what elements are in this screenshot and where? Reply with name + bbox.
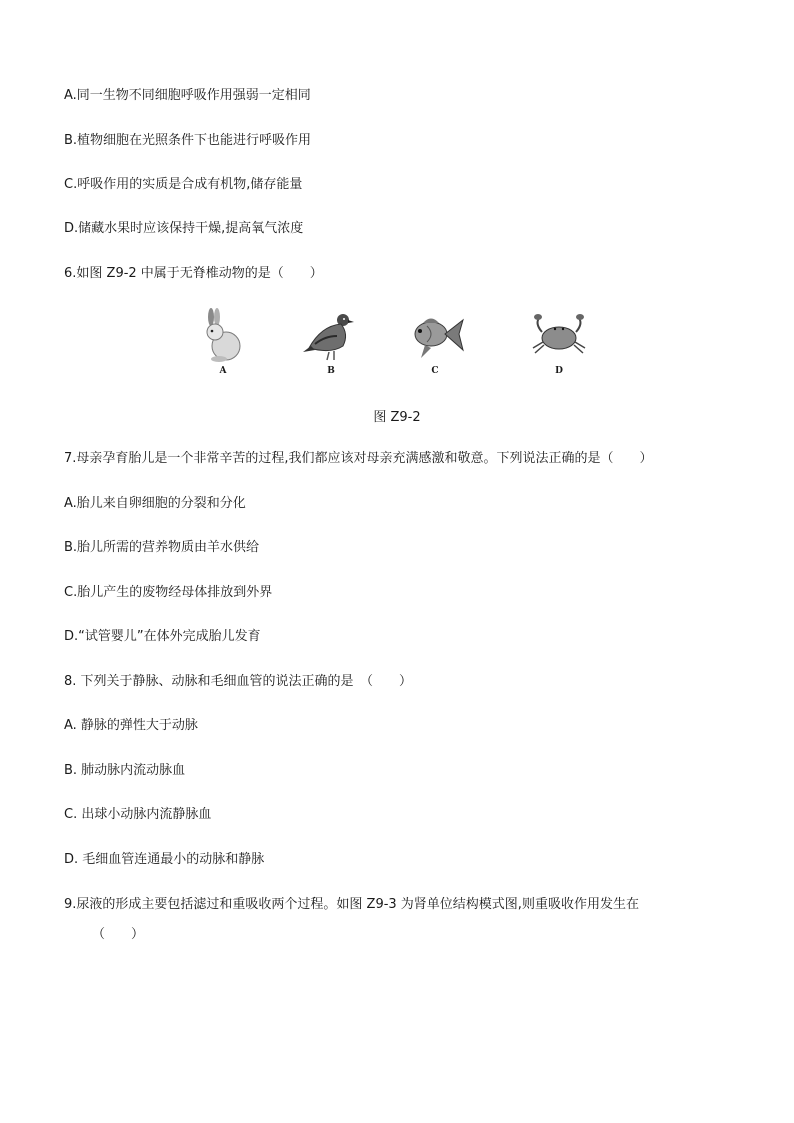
q7-option-b: B.胎儿所需的营养物质由羊水供给 (64, 540, 260, 555)
q8-option-d: D. 毛细血管连通最小的动脉和静脉 (64, 852, 265, 867)
q8-option-b: B. 肺动脉内流动脉血 (64, 763, 186, 778)
q6-stem: 6.如图 Z9-2 中属于无脊椎动物的是（ ） (64, 266, 323, 281)
q8-option-a: A. 静脉的弹性大于动脉 (64, 718, 198, 733)
q9-answer-blank: （ ） (92, 927, 145, 942)
animal-d (524, 308, 594, 378)
pigeon-icon (301, 308, 361, 364)
q5-option-c: C.呼吸作用的实质是合成有机物,储存能量 (64, 177, 303, 192)
animal-label-d: D (555, 366, 563, 376)
crab-icon (529, 308, 589, 364)
animal-c (400, 308, 470, 378)
q5-option-a: A.同一生物不同细胞呼吸作用强弱一定相同 (64, 88, 311, 103)
q9-stem: 9.尿液的形成主要包括滤过和重吸收两个过程。如图 Z9-3 为肾单位结构模式图,则重吸收作用发生在 (64, 897, 639, 912)
animal-label-b: B (327, 366, 335, 376)
animal-label-a: A (219, 366, 227, 376)
animal-figure (200, 308, 600, 388)
animal-label-c: C (431, 366, 439, 376)
q5-option-b: B.植物细胞在光照条件下也能进行呼吸作用 (64, 133, 312, 148)
q7-option-d: D.“试管婴儿”在体外完成胎儿发育 (64, 629, 261, 644)
figure-caption: 图 Z9-2 (373, 410, 421, 425)
q8-option-c: C. 出球小动脉内流静脉血 (64, 807, 212, 822)
rabbit-icon (193, 308, 253, 364)
q7-stem: 7.母亲孕育胎儿是一个非常辛苦的过程,我们都应该对母亲充满感激和敬意。下列说法正确的是（ ） (64, 451, 653, 466)
q8-stem: 8. 下列关于静脉、动脉和毛细血管的说法正确的是 （ ） (64, 674, 413, 689)
animal-a (188, 308, 258, 378)
q7-option-a: A.胎儿来自卵细胞的分裂和分化 (64, 496, 246, 511)
goldfish-icon (405, 308, 465, 364)
animal-b (296, 308, 366, 378)
q5-option-d: D.储藏水果时应该保持干燥,提高氧气浓度 (64, 221, 304, 236)
q7-option-c: C.胎儿产生的废物经母体排放到外界 (64, 585, 273, 600)
